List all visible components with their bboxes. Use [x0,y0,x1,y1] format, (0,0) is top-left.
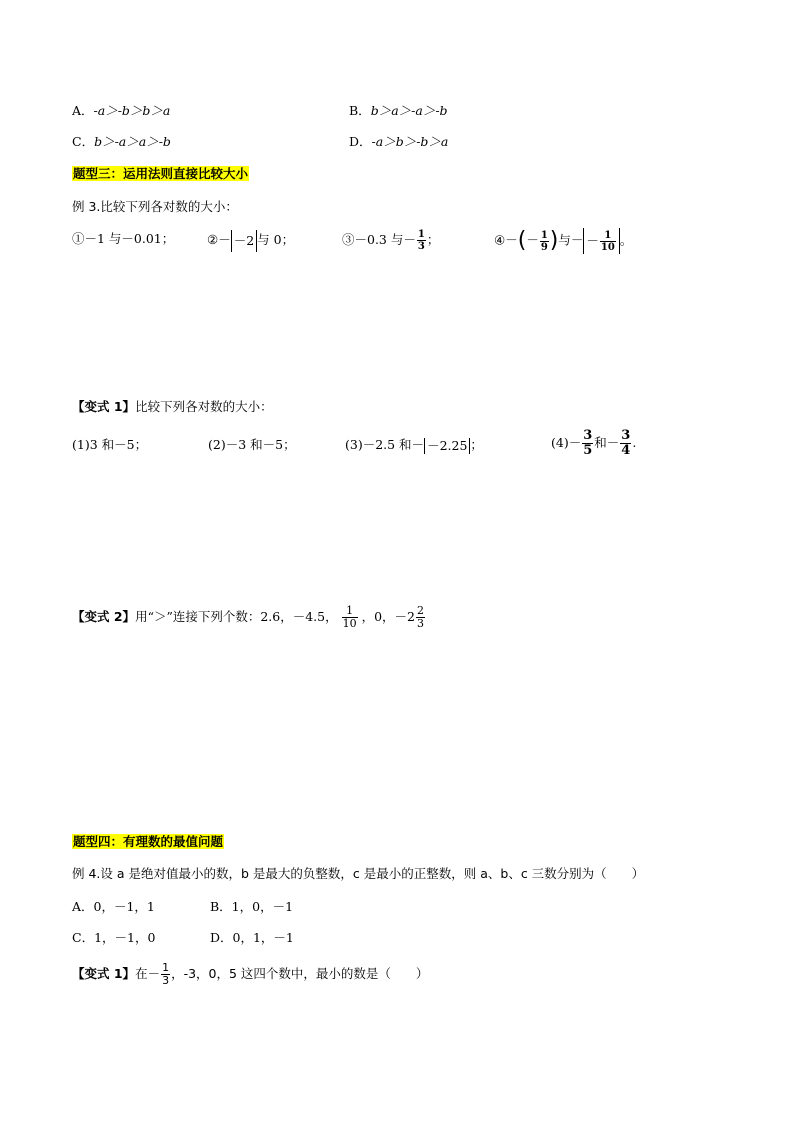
variant-3-2-frac-den: 10 [342,617,357,630]
part-4-den-2: 4 [621,443,631,458]
option-d-label: D． [349,134,372,149]
option-a-expr: -a＞-b＞b＞a [93,103,171,118]
variant-3-2-fraction [342,605,358,630]
part-4-pre: (4)－ [551,435,582,450]
option-d [349,133,448,151]
option-b-expr: b＞a＞-a＞-b [370,103,448,118]
item-4-abs-num: 1 [604,230,612,241]
variant-3-2-tag: 【变式 2】 [72,609,136,624]
item-3-num: 1 [417,229,425,240]
item-4-inner-sign: － [526,232,539,248]
example-4-option-b: B．1，0，－1 [210,899,294,914]
option-b [349,102,448,120]
variant-3-1-tag: 【变式 1】 [72,399,136,414]
variant-3-2-text-mid: ，0，－2 [361,609,416,624]
item-4-abs-sign: － [586,233,599,248]
item-4-fraction [540,230,549,253]
example-4-option-d: D．0，1，－1 [210,930,294,945]
variant-3-2 [72,604,426,630]
variant-4-1 [72,960,428,988]
example-4-option-c: C．1，－1，0 [72,930,156,945]
option-c [72,133,171,151]
item-3-post: ； [426,232,440,247]
variant-3-1-title [72,398,273,416]
example-4-option-a: A．0，－1，1 [72,899,155,914]
option-a-label: A． [72,103,94,118]
section-4-heading-text: 题型四：有理数的最值问题 [73,834,224,849]
option-c-expr: b＞-a＞a＞-b [94,134,171,149]
item-4-den: 9 [540,241,548,253]
item-3-fraction [417,229,426,252]
item-4-abs [583,228,619,254]
variant-4-1-tag: 【变式 1】 [72,966,136,981]
variant-3-2-mixed-fraction [416,605,425,630]
variant-4-1-fraction [161,962,170,987]
variant-3-2-frac-num: 1 [346,604,354,617]
part-4-num-1: 3 [583,428,593,443]
part-4-den-1: 5 [583,443,593,458]
item-2-pre: ②－ [207,232,231,247]
example-3-item-4 [494,228,632,254]
item-2-post: 与 0； [257,232,295,247]
variant-4-1-frac-den: 3 [162,974,170,987]
part-4-mid: 和－ [594,435,620,450]
example-3-item-2 [207,228,294,252]
option-b-label: B． [349,103,371,118]
variant-3-2-mixed-den: 3 [417,617,425,630]
section-3-heading-text: 题型三：运用法则直接比较大小 [73,166,249,181]
example-3-item-3 [342,228,439,252]
part-4-frac-2 [620,429,631,458]
item-2-abs: －2 [231,230,257,252]
item-4-num: 1 [540,229,548,241]
option-d-expr: -a＞b＞-b＞a [371,134,449,149]
variant-3-1-part-1: (1)3 和－5； [72,437,148,452]
variant-3-1-text: 比较下列各对数的大小： [135,399,273,414]
part-3-post: ； [470,437,483,452]
section-4-heading [72,833,224,851]
section-3-heading [72,165,249,183]
variant-4-1-text-post: ，-3，0，5 这四个数中，最小的数是（ ） [171,966,429,981]
item-3-pre: ③－0.3 与－ [342,232,416,247]
item-4-post: 。 [619,232,633,248]
part-4-num-2: 3 [621,428,631,443]
example-3-title: 例 3.比较下列各对数的大小： [72,199,238,214]
item-3-den: 3 [417,241,425,252]
part-3-pre: (3)－2.5 和－ [345,437,425,452]
variant-3-1-part-4 [551,428,636,458]
variant-3-2-text-pre: 用“＞”连接下列个数：2.6，－4.5， [135,609,338,624]
variant-4-1-text-pre: 在－ [135,966,161,981]
part-3-abs: －2.25 [424,438,470,454]
item-4-abs-den: 10 [600,242,615,253]
item-4-lparen: ( [517,228,527,253]
variant-3-1-part-3 [345,434,483,456]
item-4-rparen: ) [549,228,559,253]
option-c-label: C． [72,134,95,149]
variant-3-1-part-2: (2)－3 和－5； [208,437,296,452]
variant-4-1-frac-num: 1 [162,961,170,974]
part-4-frac-1 [582,429,593,458]
part-4-post: . [632,435,637,450]
item-4-abs-fraction [600,230,616,253]
option-a [72,102,170,120]
example-3-item-1: ①－1 与－0.01； [72,231,175,246]
item-4-pre: ④－ [494,232,518,248]
example-4-title: 例 4.设 a 是绝对值最小的数，b 是最大的负整数，c 是最小的正整数，则 a、b、c 三数分别为（ ） [72,866,645,881]
variant-3-2-mixed-num: 2 [417,604,425,617]
item-4-mid: 与－ [558,232,584,248]
